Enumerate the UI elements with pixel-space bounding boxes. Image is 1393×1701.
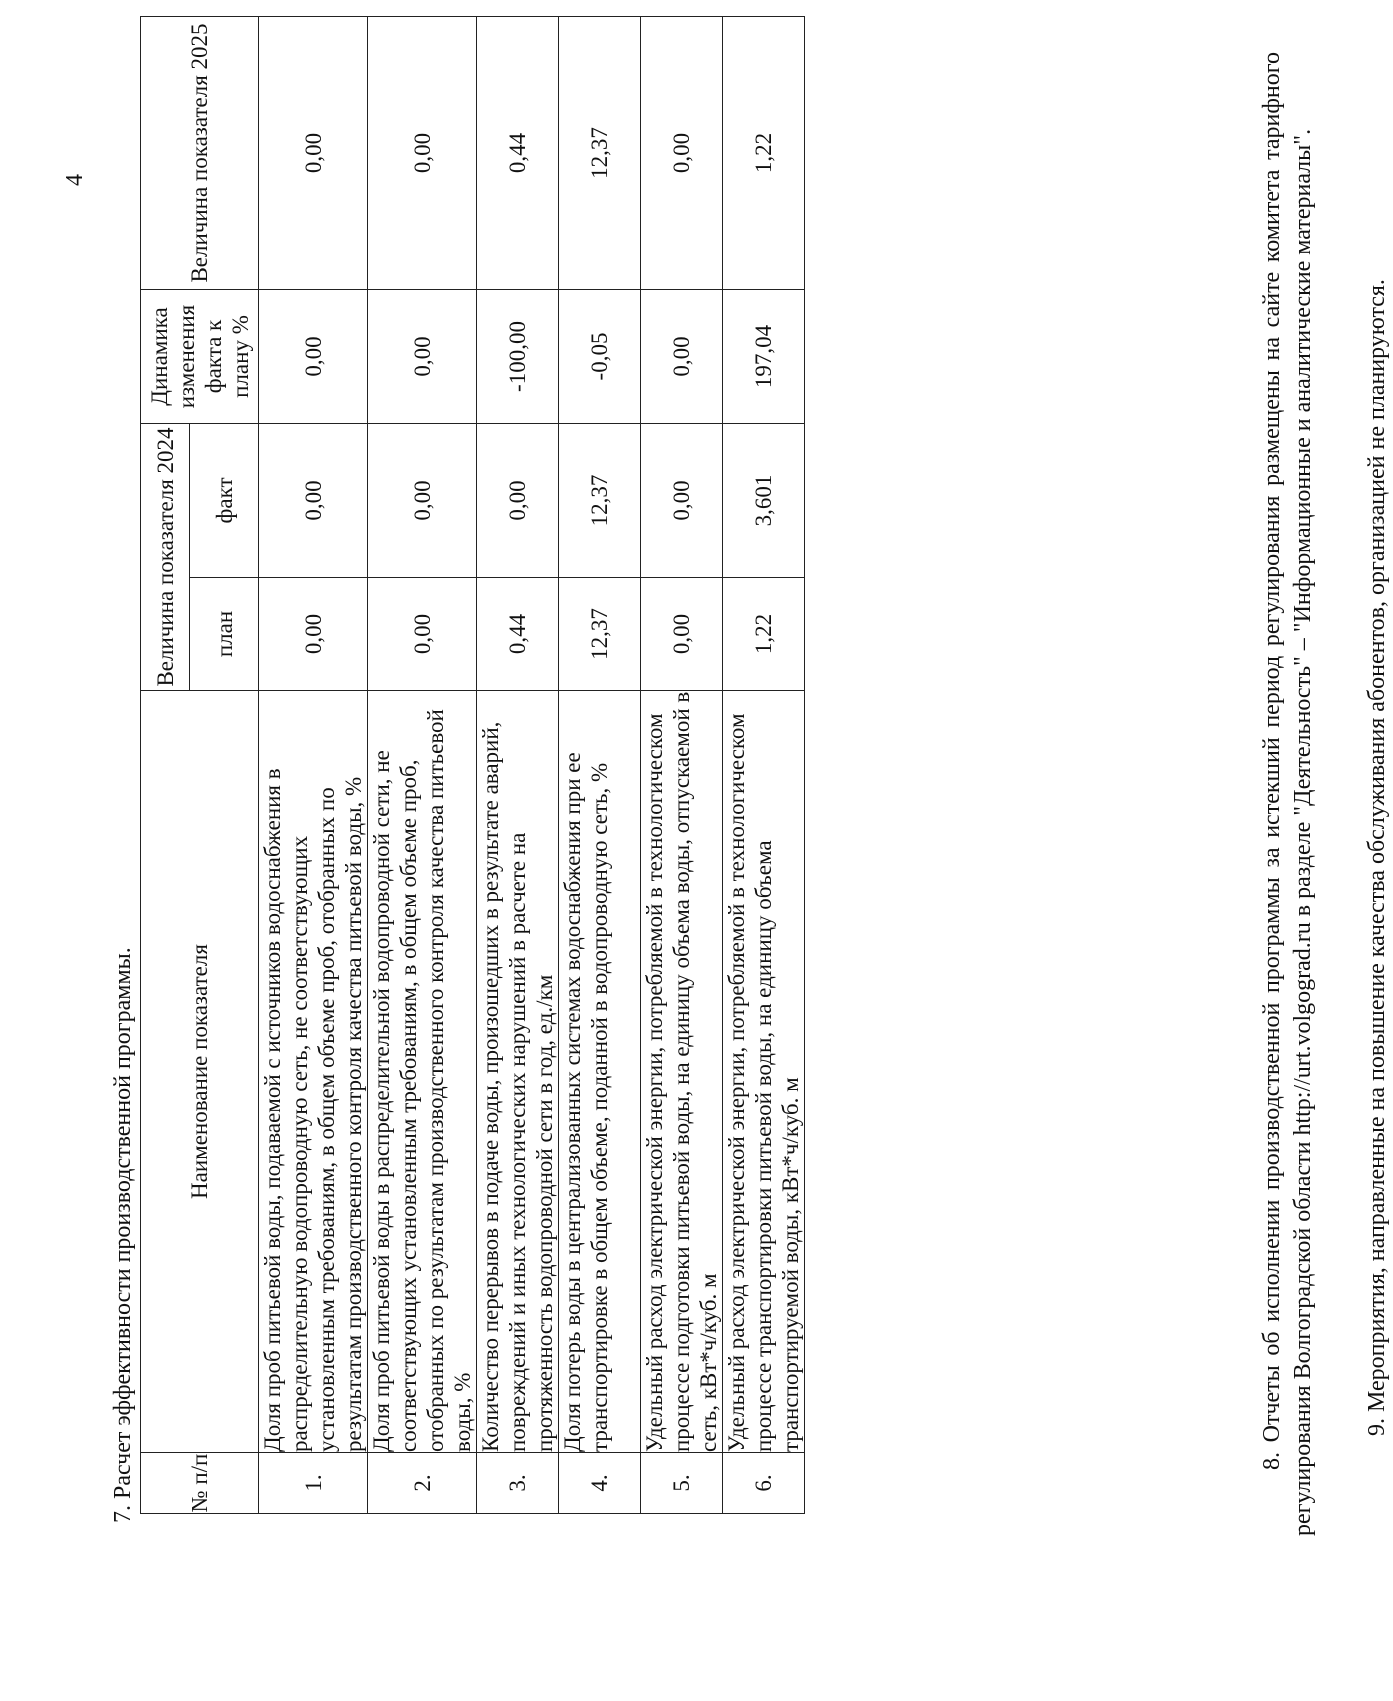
fact-value: 0,00 [368,424,477,578]
plan-value: 0,00 [259,578,368,691]
row-num: 4. [559,1453,641,1514]
dynamics-value: 0,00 [641,290,723,424]
indicator-name: Доля потерь воды в централизованных системах водоснабжения при ее транспортировке в общем объеме, поданной в водопроводную сеть, % [559,691,641,1453]
value-2025: 0,00 [641,17,723,290]
row-num: 5. [641,1453,723,1514]
dynamics-value: -100,00 [477,290,559,424]
header-value-2025: Величина показателя 2025 [141,17,259,290]
header-fact: факт [190,424,259,578]
header-dynamics: Динамика изменения факта к плану % [141,290,259,424]
plan-value: 0,00 [368,578,477,691]
dynamics-value: 197,04 [723,290,805,424]
efficiency-table [140,16,805,1514]
fact-value: 0,00 [259,424,368,578]
section-7-title: 7. Расчет эффективности производственной программы. [110,947,136,1523]
dynamics-value: 0,00 [368,290,477,424]
header-num: № п/п [141,1453,259,1514]
value-2025: 0,00 [259,17,368,290]
table-row [259,17,368,1514]
row-num: 3. [477,1453,559,1514]
table-header [141,17,259,1514]
indicator-name: Удельный расход электрической энергии, потребляемой в технологическом процессе подготовки питьевой воды, на единицу объема воды, отпускаемой в сеть, кВт*ч/куб. м [642,691,721,1452]
value-2025: 1,22 [723,17,805,290]
row-num: 1. [259,1453,368,1514]
indicator-name: Удельный расход электрической энергии, потребляемой в технологическом процессе транспортировки питьевой воды, на единицу объема транспортируемой воды, кВт*ч/куб. м [723,691,805,1453]
header-value-2024: Величина показателя 2024 [141,424,190,691]
indicator-name: Доля проб питьевой воды, подаваемой с источников водоснабжения в распределительную водопроводную сеть, не соответствующих установленным требованиям, в общем объеме проб, отобранных по результатам производственного контроля качества питьевой воды, % [259,691,368,1453]
value-2025: 12,37 [559,17,641,290]
table-row [477,17,559,1514]
fact-value: 0,00 [641,424,723,578]
table-row [368,17,477,1514]
plan-value: 1,22 [723,578,805,691]
row-num: 2. [368,1453,477,1514]
fact-value: 12,37 [559,424,641,578]
indicator-name: Доля проб питьевой воды в распределительной водопроводной сети, не соответствующих установленным требованиям, в общем объеме проб, отобранных по результатам производственного контроля качества питьевой воды, % [368,691,477,1453]
fact-value: 3,601 [723,424,805,578]
section-9-paragraph: 9. Мероприятия, направленные на повышение качества обслуживания абонентов, организацией не планируются. [1364,279,1390,1436]
row-num: 6. [723,1453,805,1514]
plan-value: 12,37 [559,578,641,691]
header-name: Наименование показателя [141,691,259,1453]
table-row [641,17,723,1514]
indicator-name: Количество перерывов в подаче воды, произошедших в результате аварий, повреждений и иных технологических нарушений в расчете на протяженность водопроводной сети в год, ед./км [477,691,559,1453]
dynamics-value: -0,05 [559,290,641,424]
dynamics-value: 0,00 [259,290,368,424]
header-plan: план [190,578,259,691]
value-2025: 0,44 [477,17,559,290]
fact-value: 0,00 [477,424,559,578]
plan-value: 0,00 [641,578,723,691]
table-row [723,17,805,1514]
table-row [559,17,641,1514]
section-8-paragraph: 8. Отчеты об исполнении производственной программы за истекший период регулирования размещены на сайте комитета тарифного регулирования Волгоградской области http://urt.volgograd.ru в разделе "Деятельность" – "Информационные и аналитические материалы". [1259,52,1316,1536]
plan-value: 0,44 [477,578,559,691]
value-2025: 0,00 [368,17,477,290]
page-number: 4 [62,174,88,186]
